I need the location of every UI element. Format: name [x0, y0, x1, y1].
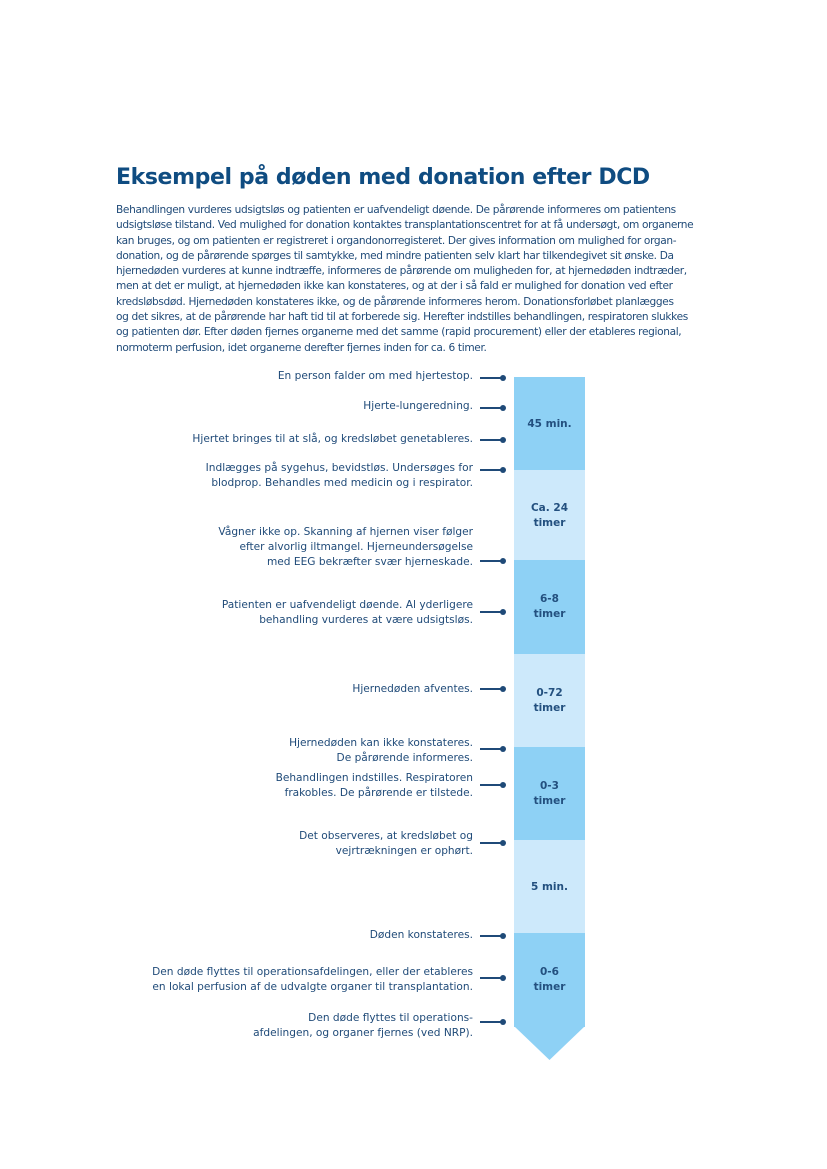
event-line: Hjerte-lungeredning.	[363, 400, 473, 412]
event-dot	[500, 840, 506, 846]
timeline-segment	[514, 560, 585, 654]
segment-label	[514, 417, 585, 432]
segment-label-line: timer	[533, 795, 566, 807]
timeline-event	[218, 525, 473, 570]
timeline-segment	[514, 933, 585, 1027]
event-dot	[500, 975, 506, 981]
intro-line: udsigtsløse tilstand. Ved mulighed for donation kontaktes transplantationscentret for at få undersøgt, om organerne	[116, 219, 694, 232]
event-dot	[500, 375, 506, 381]
segment-label-line: timer	[533, 608, 566, 620]
timeline-segment	[514, 470, 585, 560]
segment-label-line: 0-6	[540, 966, 559, 978]
event-line: De pårørende informeres.	[336, 752, 473, 764]
event-dot	[500, 1019, 506, 1025]
intro-line: normoterm perfusion, idet organerne derefter fjernes inden for ca. 6 timer.	[116, 341, 487, 354]
event-dot	[500, 686, 506, 692]
timeline-event	[289, 736, 473, 766]
event-dot	[500, 746, 506, 752]
event-dot	[500, 782, 506, 788]
timeline-arrowhead	[514, 1026, 585, 1061]
segment-label-line: 6-8	[540, 593, 559, 605]
event-line: Indlægges på sygehus, bevidstløs. Undersøges for	[205, 462, 473, 474]
intro-line: kan bruges, og om patienten er registreret i organdonorregisteret. Der gives information om mulighed for organ-	[116, 234, 677, 247]
segment-label-line: timer	[533, 981, 566, 993]
intro-line: og det sikres, at de pårørende har haft tid til at forberede sig. Herefter indstilles behandlingen, respiratoren slukkes	[116, 311, 688, 324]
timeline-segment	[514, 840, 585, 933]
event-line: frakobles. De pårørende er tilstede.	[284, 787, 473, 799]
segment-label-line: timer	[533, 702, 566, 714]
event-line: En person falder om med hjertestop.	[277, 370, 473, 382]
segment-label	[514, 965, 585, 995]
event-dot	[500, 609, 506, 615]
timeline-event	[278, 369, 473, 384]
event-line: Hjertet bringes til at slå, og kredsløbet genetableres.	[192, 433, 473, 445]
event-dot	[500, 437, 506, 443]
event-line: blodprop. Behandles med medicin og i respirator.	[211, 477, 473, 489]
timeline-segment	[514, 747, 585, 840]
timeline-event	[370, 928, 473, 943]
segment-label-line: timer	[533, 517, 566, 529]
segment-label-line: 0-72	[536, 687, 563, 699]
intro-line: og patienten dør. Efter døden fjernes organerne med det samme (rapid procurement) eller der etableres regional,	[116, 326, 682, 339]
segment-label	[514, 501, 585, 531]
event-dot	[500, 467, 506, 473]
event-line: behandling vurderes at være udsigtsløs.	[259, 614, 473, 626]
segment-label	[514, 880, 585, 895]
event-line: Patienten er uafvendeligt døende. Al yderligere	[221, 599, 473, 611]
segment-label-line: Ca. 24	[530, 502, 569, 514]
event-line: efter alvorlig iltmangel. Hjerneundersøgelse	[239, 541, 473, 553]
segment-label-line: 45 min.	[527, 418, 572, 430]
event-dot	[500, 558, 506, 564]
timeline-segment	[514, 377, 585, 470]
event-line: med EEG bekræfter svær hjerneskade.	[266, 556, 473, 568]
timeline-event	[299, 829, 473, 859]
intro-paragraph	[116, 203, 712, 356]
intro-line: men at det er muligt, at hjernedøden ikke kan konstateres, og at der i så fald er mulighed for donation ved efter	[116, 280, 673, 293]
event-line: Hjernedøden kan ikke konstateres.	[289, 737, 473, 749]
timeline-event	[363, 399, 473, 414]
segment-label	[514, 686, 585, 716]
timeline-event	[222, 598, 473, 628]
intro-line: kredsløbsdød. Hjernedøden konstateres ikke, og de pårørende informeres herom. Donationsforløbet planlægges	[116, 295, 674, 308]
segment-label-line: 0-3	[540, 780, 559, 792]
timeline-event	[276, 771, 473, 801]
event-line: Det observeres, at kredsløbet og	[299, 830, 473, 842]
event-line: vejrtrækningen er ophørt.	[335, 845, 473, 857]
intro-line: donation, og de pårørende spørges til samtykke, med mindre patienten selv klart har tilkendegivet sit ønske. Da	[116, 249, 674, 262]
event-line: en lokal perfusion af de udvalgte organer til transplantation.	[152, 981, 473, 993]
segment-label	[514, 592, 585, 622]
event-line: Den døde flyttes til operations-	[308, 1012, 473, 1024]
timeline-event	[352, 682, 473, 697]
event-line: Den døde flyttes til operationsafdelingen, eller der etableres	[152, 966, 473, 978]
page-title: Eksempel på døden med donation efter DCD	[116, 165, 650, 190]
event-dot	[500, 405, 506, 411]
intro-line: hjernedøden vurderes at kunne indtræffe, informeres de pårørende om muligheden for, at hjernedøden indtræder,	[116, 265, 687, 278]
event-dot	[500, 933, 506, 939]
event-line: Behandlingen indstilles. Respiratoren	[275, 772, 473, 784]
event-line: Døden konstateres.	[369, 929, 473, 941]
event-line: afdelingen, og organer fjernes (ved NRP).	[253, 1027, 473, 1039]
timeline-event	[192, 432, 473, 447]
event-line: Vågner ikke op. Skanning af hjernen viser følger	[218, 526, 473, 538]
timeline-event	[152, 965, 473, 995]
intro-line: Behandlingen vurderes udsigtsløs og patienten er uafvendeligt døende. De pårørende informeres om patientens	[116, 204, 676, 216]
segment-label	[514, 779, 585, 809]
timeline-event	[253, 1011, 473, 1041]
timeline-segment	[514, 654, 585, 747]
timeline-event	[206, 461, 473, 491]
segment-label-line: 5 min.	[531, 881, 568, 893]
event-line: Hjernedøden afventes.	[352, 683, 473, 695]
